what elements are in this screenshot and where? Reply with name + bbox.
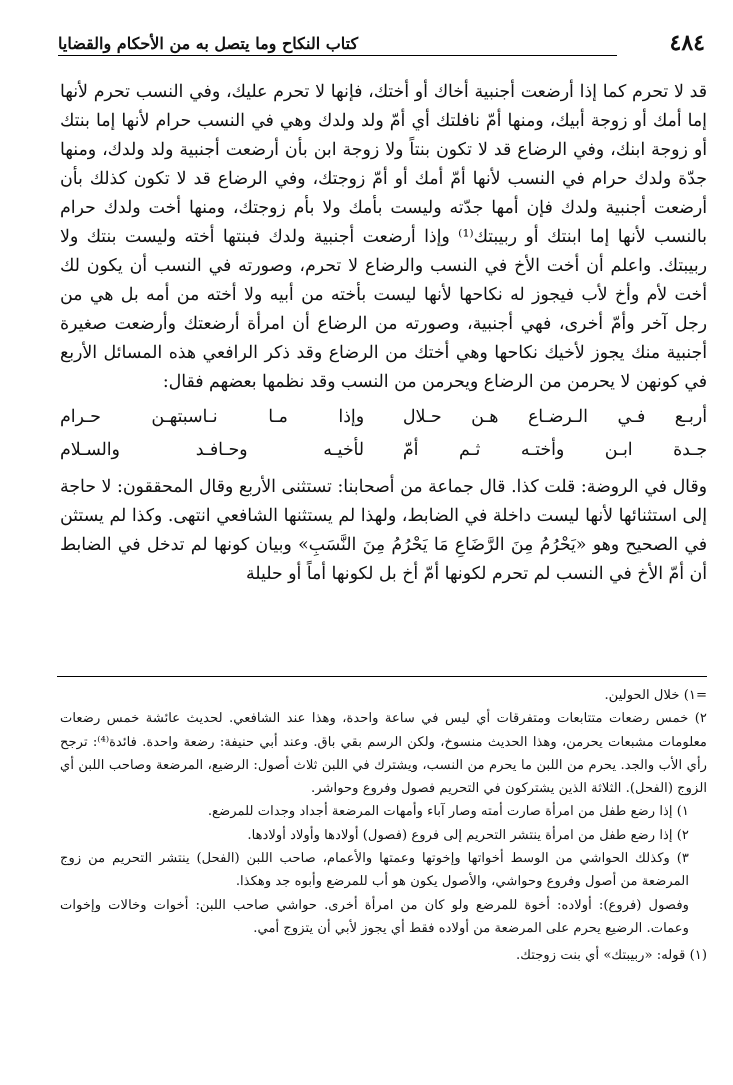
footnote-2: ٢) خمس رضعات متتابعات ومتفرقات أي ليس في ساعة واحدة، وهذا عند الشافعي. لحديث عائشة خمس رضعات معلومات مشبعات يحرمن، وهذا الحديث منسوخ، ولكن الرسم بقي باق. وعند أبي حنيفة: رضعة واحدة. فائدة⁽⁴⁾: ترجح رأي الأب والجد. يحرم من اللبن ما يحرم من النسب، ويشترك في اللبن ثلاث أصول: الرضيع، المرضعة وصاحب اللبن أي الزوج (الفحل). الثلاثة الذين يشتركون في التحريم فصول وفروع وحواشر. xyxy=(60,711,707,797)
page-header xyxy=(58,28,705,58)
verse-1-first-hemistich: أربـع فـي الـرضـاع هـن حـلال xyxy=(402,407,707,427)
verse-line-2 xyxy=(60,434,707,467)
footnote-2-item-3: ٣) وكذلك الحواشي من الوسط أخواتها وإخوتها وعمتها والأعمام، صاحب اللبن (الفحل) ينتشر التحريم من زوج المرضعة من أصول وفروع وحواشي، والأصول يكون هو أب للمرضع وأبوه جد وهكذا. xyxy=(60,851,689,890)
page-number: ٤٨٤ xyxy=(669,30,705,56)
footnotes xyxy=(60,684,707,968)
running-title: كتاب النكاح وما يتصل به من الأحكام والقضايا xyxy=(58,34,359,53)
poem xyxy=(60,401,707,467)
footnote-1: (١) قوله: «ربيبتك» أي بنت زوجتك. xyxy=(516,948,707,964)
footnote-carryover: =١) خلال الحولين. xyxy=(604,688,707,703)
footnote-2-item-4: وفصول (فروع): أولاده: أخوة للمرضع ولو كان من امرأة أخرى. حواشي صاحب اللبن: أخوات وخالات وإخوات وعمات. الرضيع يحرم على المرضعة من أولاده فقط أي يجوز لأبي أن يتزوج أمي. xyxy=(60,897,689,936)
paragraph-1: قد لا تحرم كما إذا أرضعت أجنبية أخاك أو أختك، فإنها لا تحرم عليك، وفي النسب تحرم لأنها إما أمك أو زوجة أبيك، ومنها أمّ نافلتك أي أمّ ولد ولدك وهي في النسب حرام لأنها إما بنتك أو زوجة ابنك، وفي الرضاع قد لا تكون بنتاً ولا زوجة ابن بأن أرضعت أجنبية ولد ولدك، ومنها جدّة ولدك حرام في النسب لأنها أمّ أمك أو أمّ زوجتك، وفي الرضاع قد لا تكون كذلك بأن أرضعت أجنبية ولدك فإن أمها جدّته وليست بأمك ولا بأم زوجتك، ومنها أخت ولدك حرام بالنسب لأنها إما ابنتك أو ربيبتك⁽¹⁾ وإذا أرضعت أجنبية ولدك فبنتها أخته وليست بنتك ولا ربيبتك. واعلم أن أخت الأخ في النسب والرضاع لا تحرم، وصورته في النسب أن يكون لك أخت لأم وأخ لأب فيجوز له نكاحها لأنها ليست بأخته من أبيه ولا أخته من أمه بل هي من رجل آخر وأمّ أخرى، فهي أجنبية، وصورته من الرضاع أن امرأة أرضعتك وأرضعت صغيرة أجنبية منك يجوز لأخيك نكاحها وهي أختك من الرضاع وقد ذكر الرافعي هذه المسائل الأربع في كونهن لا يحرمن من الرضاع ويحرمن من النسب وقد نظمها بعضهم فقال: xyxy=(60,82,707,392)
paragraph-2: وقال في الروضة: قلت كذا. قال جماعة من أصحابنا: تستثنى الأربع وقال المحققون: لا حاجة إلى استثنائها لأنها ليست داخلة في الضابط، ولهذا لم يستثنها الشافعي انتهى. وكذا لم يستثن في الصحيح وهو «يَحْرُمُ مِنَ الرَّضَاعِ مَا يَحْرُمُ مِنَ النَّسَبِ» وبيان كونها لم تدخل في الضابط أن أمّ الأخ في النسب لم تحرم لكونها أمّ أخ بل لكونها أماً أو حليلة xyxy=(60,477,707,584)
footnote-2-item-1: ١) إذا رضع طفل من امرأة صارت أمته وصار آباء وأمهات المرضعة أجداد وجدات للمرضع. xyxy=(207,804,689,820)
verse-2-first-hemistich: جـدة ابـن وأختـه ثـم أمّ xyxy=(402,440,707,460)
main-text xyxy=(60,78,707,589)
verse-1-second-hemistich: وإذا مـا نـاسبتهـن حـرام xyxy=(60,407,365,427)
header-rule xyxy=(58,55,617,56)
footnote-2-item-2: ٢) إذا رضع طفل من امرأة ينتشر التحريم إلى فروع (فصول) أولادها وأولاد أولادها. xyxy=(247,827,689,843)
verse-2-second-hemistich: لأخيـه وحـافـد والسـلام xyxy=(60,440,365,460)
verse-line-1 xyxy=(60,401,707,434)
footnote-separator xyxy=(57,676,707,677)
